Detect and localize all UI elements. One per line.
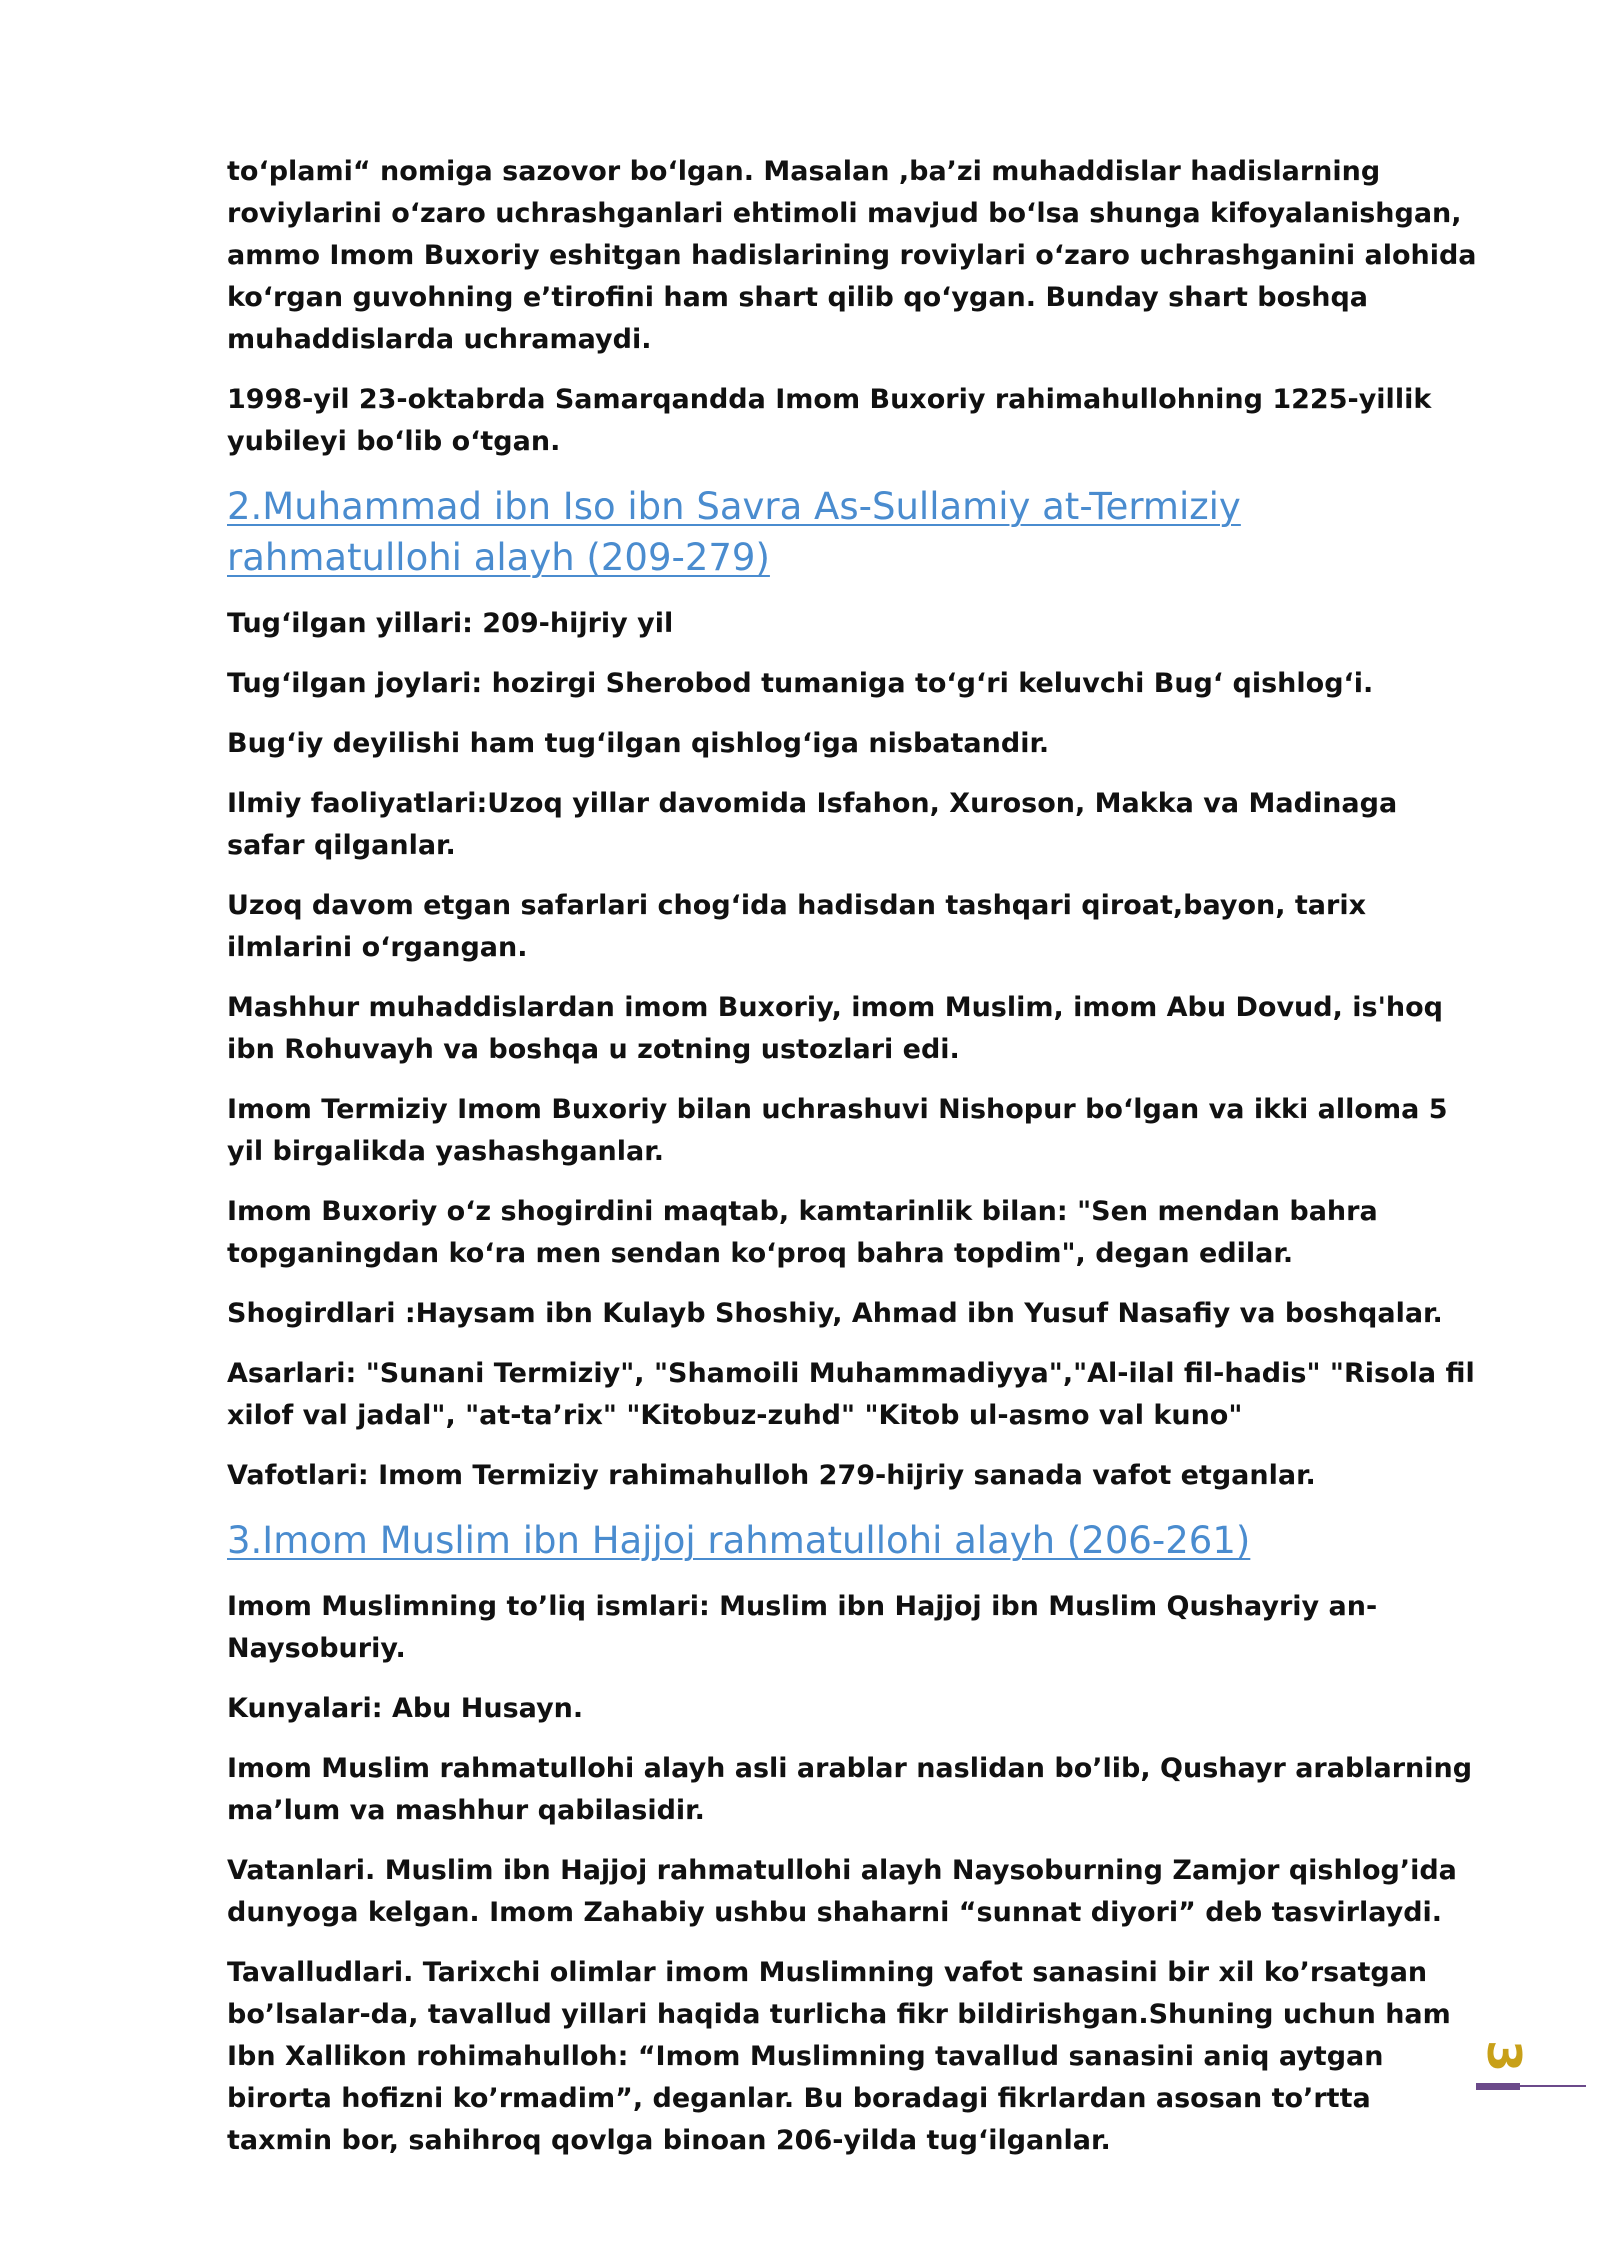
paragraph: Tavalludlari. Tarixchi olimlar imom Muslimning vafot sanasini bir xil ko’rsatgan bo’lsalar-da, tavallud yillari haqida turlicha fikr bildirishgan.Shuning uchun ham Ibn Xallikon rohimahulloh: “Imom Muslimning tavallud sanasini aniq aytgan birorta hofizni ko’rmadim”, deganlar. Bu boradagi fikrlardan asosan to’rtta taxmin bor, sahihroq qovlga binoan 206-yilda tug‘ilganlar. xyxy=(227,1957,1451,2156)
paragraph: Tug‘ilgan yillari: 209-hijriy yil xyxy=(227,608,674,639)
paragraph: Imom Muslim rahmatullohi alayh asli arablar naslidan bo’lib, Qushayr arablarning ma’lum va mashhur qabilasidir. xyxy=(227,1753,1473,1826)
paragraph: Shogirdlari :Haysam ibn Kulayb Shoshiy, Ahmad ibn Yusuf Nasafiy va boshqalar. xyxy=(227,1298,1443,1329)
paragraph: Tug‘ilgan joylari: hozirgi Sherobod tumaniga to‘g‘ri keluvchi Bug‘ qishlog‘i. xyxy=(227,668,1374,699)
page-rule-thin-segment xyxy=(1520,2085,1586,2087)
page-content xyxy=(227,151,1477,2180)
paragraph: Kunyalari: Abu Husayn. xyxy=(227,1693,584,1724)
section-heading-muslim: 3.Imom Muslim ibn Hajjoj rahmatullohi alayh (206-261) xyxy=(227,1519,1251,1562)
paragraph: Imom Buxoriy o‘z shogirdini maqtab, kamtarinlik bilan: "Sen mendan bahra topganingdan ko‘ra men sendan ko‘proq bahra topdim", degan edilar. xyxy=(227,1196,1378,1269)
paragraph: Uzoq davom etgan safarlari chog‘ida hadisdan tashqari qiroat,bayon, tarix ilmlarini o‘rgangan. xyxy=(227,890,1366,963)
paragraph: Bug‘iy deyilishi ham tug‘ilgan qishlog‘iga nisbatandir. xyxy=(227,728,1050,759)
paragraph: Imom Muslimning to’liq ismlari: Muslim ibn Hajjoj ibn Muslim Qushayriy an-Naysoburiy. xyxy=(227,1591,1378,1664)
page-rule-thick-segment xyxy=(1476,2083,1520,2090)
paragraph: Imom Termiziy Imom Buxoriy bilan uchrashuvi Nishopur bo‘lgan va ikki alloma 5 yil birgalikda yashashganlar. xyxy=(227,1094,1448,1167)
section-heading-termiziy: 2.Muhammad ibn Iso ibn Savra As-Sullamiy at-Termiziy rahmatullohi alayh (209-279) xyxy=(227,485,1241,579)
paragraph: to‘plami“ nomiga sazovor bo‘lgan. Masalan ,ba’zi muhaddislar hadislarning roviylarini o‘zaro uchrashganlari ehtimoli mavjud bo‘lsa shunga kifoyalanishgan, ammo Imom Buxoriy eshitgan hadislarining roviylari o‘zaro uchrashganini alohida ko‘rgan guvohning e’tirofini ham shart qilib qo‘ygan. Bunday shart boshqa muhaddislarda uchramaydi. xyxy=(227,156,1477,355)
paragraph: Vatanlari. Muslim ibn Hajjoj rahmatullohi alayh Naysoburning Zamjor qishlog’ida dunyoga kelgan. Imom Zahabiy ushbu shaharni “sunnat diyori” deb tasvirlaydi. xyxy=(227,1855,1457,1928)
paragraph: Vafotlari: Imom Termiziy rahimahulloh 279-hijriy sanada vafot etganlar. xyxy=(227,1460,1316,1491)
paragraph: Mashhur muhaddislardan imom Buxoriy, imom Muslim, imom Abu Dovud, is'hoq ibn Rohuvayh va boshqa u zotning ustozlari edi. xyxy=(227,992,1443,1065)
page-number-rule xyxy=(1476,2083,1586,2087)
paragraph: 1998-yil 23-oktabrda Samarqandda Imom Buxoriy rahimahullohning 1225-yillik yubileyi bo‘lib o‘tgan. xyxy=(227,384,1432,457)
paragraph: Ilmiy faoliyatlari:Uzoq yillar davomida Isfahon, Xuroson, Makka va Madinaga safar qilganlar. xyxy=(227,788,1398,861)
page-number: 3 xyxy=(1477,2039,1531,2072)
paragraph: Asarlari: "Sunani Termiziy", "Shamoili Muhammadiyya","Al-ilal fil-hadis" "Risola fil xilof val jadal", "at-ta’rix" "Kitobuz-zuhd" "Kitob ul-asmo val kuno" xyxy=(227,1358,1475,1431)
